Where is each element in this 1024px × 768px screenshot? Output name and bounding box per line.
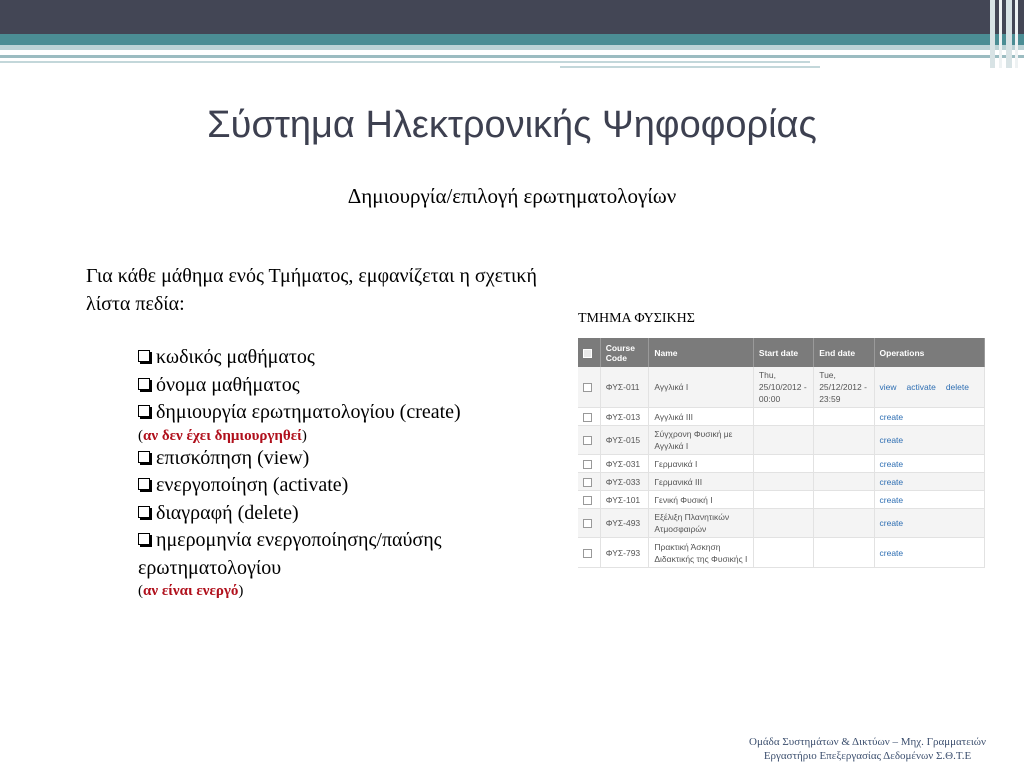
end-date-cell — [814, 455, 874, 473]
create-link[interactable]: create — [879, 518, 904, 528]
select-all-column — [578, 338, 600, 367]
end-date-cell — [814, 426, 874, 455]
course-name-cell: Γερμανικά Ι — [649, 455, 754, 473]
header-stripe-light — [0, 45, 1024, 50]
course-code-cell: ΦΥΣ-101 — [600, 491, 649, 509]
create-link[interactable]: create — [879, 476, 904, 487]
start-date-cell: Thu, 25/10/2012 - 00:00 — [753, 367, 813, 408]
create-link[interactable]: create — [879, 435, 904, 445]
create-link[interactable]: create — [879, 411, 904, 422]
create-note: (αν δεν έχει δημιουργηθεί) — [138, 427, 307, 444]
view-link[interactable]: view — [879, 382, 897, 392]
operations-cell — [874, 538, 984, 568]
header-vertical-bar — [1006, 0, 1012, 68]
course-name-cell: Σύγχρονη Φυσική με Αγγλικά Ι — [649, 426, 754, 455]
list-item: διαγραφή (delete) — [138, 500, 568, 528]
intro-text: Για κάθε μάθημα ενός Τμήματος, εμφανίζεται η σχετική λίστα πεδία: — [86, 265, 537, 315]
course-name-cell: Πρακτική Άσκηση Διδακτικής της Φυσικής Ι — [649, 538, 754, 568]
course-code-cell: ΦΥΣ-011 — [600, 367, 649, 408]
department-label: ΤΜΗΜΑ ΦΥΣΙΚΗΣ — [578, 311, 695, 326]
start-date-cell — [753, 491, 813, 509]
operations-cell — [874, 408, 984, 426]
course-code-cell: ΦΥΣ-031 — [600, 455, 649, 473]
row-checkbox[interactable] — [583, 413, 592, 422]
list-item: ενεργοποίηση (activate) — [138, 472, 568, 500]
table-row — [578, 426, 985, 455]
field-list — [138, 344, 568, 600]
header-line — [560, 66, 820, 68]
end-date-cell — [814, 509, 874, 538]
create-link[interactable]: create — [879, 458, 904, 469]
end-date-cell — [814, 473, 874, 491]
footer — [749, 735, 986, 763]
row-checkbox[interactable] — [583, 383, 592, 392]
header-line — [0, 61, 810, 63]
course-name-cell: Γερμανικά ΙΙΙ — [649, 473, 754, 491]
course-code-cell: ΦΥΣ-793 — [600, 538, 649, 568]
header-vertical-bar — [999, 0, 1002, 68]
list-item: επισκόπηση (view) — [138, 445, 568, 473]
column-header-course-code: Course Code — [600, 338, 649, 367]
checkbox-bullet-icon — [138, 478, 150, 490]
checkbox-bullet-icon — [138, 378, 150, 390]
slide-title: Σύστημα Ηλεκτρονικής Ψηφοφορίας — [207, 104, 817, 146]
operations-cell — [874, 426, 984, 455]
checkbox-bullet-icon — [138, 533, 150, 545]
operations-cell — [874, 367, 984, 408]
start-date-cell — [753, 455, 813, 473]
slide-subtitle: Δημιουργία/επιλογή ερωτηματολογίων — [347, 184, 677, 208]
row-checkbox[interactable] — [583, 436, 592, 445]
start-date-cell — [753, 473, 813, 491]
start-date-cell — [753, 426, 813, 455]
course-name-cell: Αγγλικά ΙΙΙ — [649, 408, 754, 426]
select-all-checkbox[interactable] — [583, 349, 592, 358]
table-row — [578, 538, 985, 568]
activate-link[interactable]: activate — [906, 382, 936, 392]
course-name-cell: Εξέλιξη Πλανητικών Ατμοσφαιρών — [649, 509, 754, 538]
course-name-cell: Γενική Φυσική Ι — [649, 491, 754, 509]
column-header-operations: Operations — [874, 338, 984, 367]
footer-line: Εργαστήριο Επεξεργασίας Δεδομένων Σ.Θ.Τ.Ε — [763, 750, 972, 762]
row-checkbox[interactable] — [583, 496, 592, 505]
header-accent-stripe — [0, 34, 1024, 45]
checkbox-bullet-icon — [138, 350, 150, 362]
table-row — [578, 491, 985, 509]
course-code-cell: ΦΥΣ-033 — [600, 473, 649, 491]
start-date-cell — [753, 538, 813, 568]
end-date-cell — [814, 491, 874, 509]
course-name-cell: Αγγλικά Ι — [649, 367, 754, 408]
operations-cell — [874, 473, 984, 491]
header-band — [0, 0, 1024, 34]
table-row — [578, 455, 985, 473]
column-header-start-date: Start date — [753, 338, 813, 367]
table-row — [578, 408, 985, 426]
course-code-cell: ΦΥΣ-493 — [600, 509, 649, 538]
start-date-cell — [753, 408, 813, 426]
create-link[interactable]: create — [879, 494, 904, 505]
end-date-cell: Tue, 25/12/2012 - 23:59 — [814, 367, 874, 408]
row-checkbox[interactable] — [583, 519, 592, 528]
courses-table — [578, 338, 985, 568]
list-item: όνομα μαθήματος — [138, 372, 568, 400]
operations-cell — [874, 455, 984, 473]
checkbox-bullet-icon — [138, 506, 150, 518]
operations-cell — [874, 509, 984, 538]
row-checkbox[interactable] — [583, 549, 592, 558]
checkbox-bullet-icon — [138, 405, 150, 417]
header-vertical-bar — [990, 0, 995, 68]
footer-line: Ομάδα Συστημάτων & Δικτύων – Μηχ. Γραμματειών — [749, 736, 986, 748]
active-note: (αν είναι ενεργό) — [138, 583, 244, 599]
header-vertical-bar — [1015, 0, 1018, 68]
column-header-end-date: End date — [814, 338, 874, 367]
row-checkbox[interactable] — [583, 460, 592, 469]
table-row — [578, 509, 985, 538]
list-item: δημιουργία ερωτηματολογίου (create) — [138, 399, 568, 427]
operations-cell — [874, 491, 984, 509]
course-code-cell: ΦΥΣ-015 — [600, 426, 649, 455]
header-line — [0, 55, 1024, 58]
delete-link[interactable]: delete — [945, 382, 969, 392]
table-row — [578, 473, 985, 491]
course-code-cell: ΦΥΣ-013 — [600, 408, 649, 426]
start-date-cell — [753, 509, 813, 538]
end-date-cell — [814, 538, 874, 568]
list-item: κωδικός μαθήματος — [138, 344, 568, 372]
row-checkbox[interactable] — [583, 478, 592, 487]
end-date-cell — [814, 408, 874, 426]
table-row — [578, 367, 985, 408]
column-header-name: Name — [649, 338, 754, 367]
create-link[interactable]: create — [879, 547, 904, 558]
list-item: ημερομηνία ενεργοποίησης/παύσης ερωτηματολογίου — [138, 529, 442, 579]
checkbox-bullet-icon — [138, 451, 150, 463]
